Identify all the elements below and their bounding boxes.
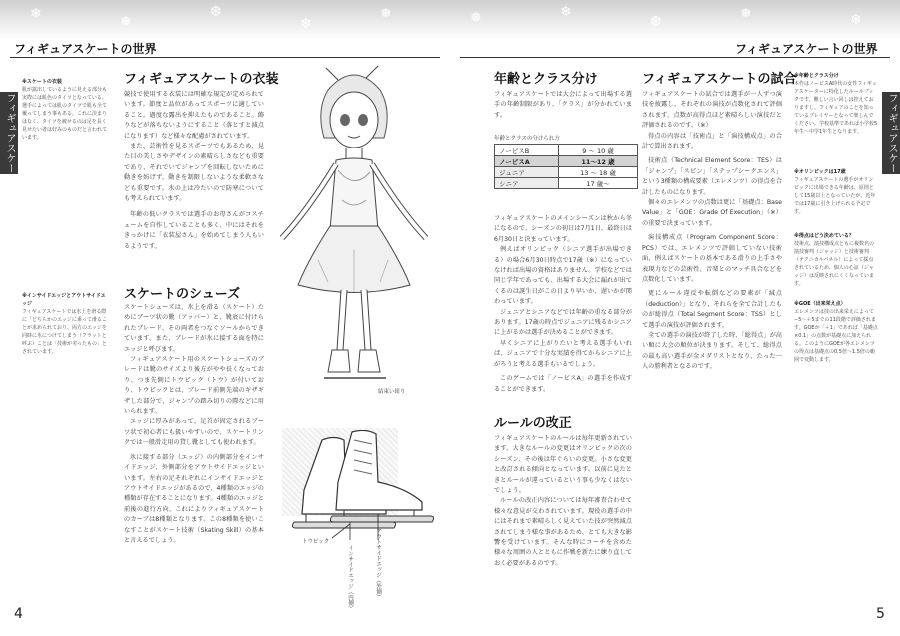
rules-body: フィギュアスケートのルールは毎年更新されています。大きなルールの変更はオリンピックの次のシーズン、その後は年ぐらいの変更。小さな変更と改訂される傾向となっています。以前に見たときとルールが違っているという事も少なくはないでしょう。 ルールの改正内容については毎年審査合わせて様々な意見が交わされています。現役の選手の中にはそれまで素晴らしく見えていた技が突然減点されてしまう様な事があるため、とても大きな影響を受けています。そんな時にコーチを含めた様々な周囲の人とともに作戦を新たに練り直しておく必要があるのです。 (494, 435, 632, 567)
skater-illustration (268, 60, 440, 390)
age-class-heading: 年齢とクラス分け (494, 72, 598, 87)
note-costume: ※スケートの衣装 肌が露出しているように見える部分も実際には肌色のタイツとなっている。選手によっては肌のタイツで肌も全て覆ってしまう事もある。これに決まりはなく、タイツを被せるのは足を長く見せたい者は好みのものだと言われています。 (22, 79, 108, 141)
running-header (0, 40, 450, 60)
lace-label: 結束い紐り (378, 389, 406, 395)
running-title: フィギュアスケートの世界 (14, 42, 157, 56)
match-heading: フィギュアスケートの試合 (642, 72, 797, 87)
costume-body: 競技で使用する衣装には明確な規定が定められています。節度と品位があってスポーツに適していること。過度な露出を抑えたものであること。飾りなどが落ちないようにすること（落とすと減点になります）など様々な配慮がされています。 また、芸術性を見るスポーツでもあるため、見た目の美しさやデザインの素晴らしさなども重要であり、それでいてジャンプを回転しないために動きを妨げず、動きを制限しないような柔軟さなども重要です。氷の上は冷たいので防寒についても考えられています。 年齢の低いクラスでは選手のお母さんがコスチュームを自作していることも多く、中にはそれをきっかけに「衣装屋さん」を始めてしまう人もいるようです。 (124, 91, 264, 250)
edge-pointer-lines (330, 520, 400, 542)
note-olympics-age: ※オリンピックは17歳 フィギュアスケートの選手がオリンピックに出場できる年齢は、原則として15歳以上となっていたが、近年では17歳に引き上げられる予定です。 (794, 169, 876, 215)
snowflake-banner: ❄ ❅ ❆ ❄ ❅ (0, 0, 450, 40)
right-page (450, 0, 900, 636)
class-row-senior: シニア 17 歳〜 (495, 178, 638, 189)
note-goe: ※GOE（出来栄え点） エレメンツは技の出来栄えによって−5〜＋5までの11段階で評価されます。GOEが「＋1」であれば「基礎点×0.1」の点数が基礎点に加えられる。このようにGOEが各エレメンツの得点は基礎点の0.5倍〜1.5倍の範囲で変動します。 (794, 301, 878, 363)
page-number-right: 5 (876, 606, 885, 622)
age-class-body: フィギュアスケートのメインシーズンは秋から冬になるので、シーズンの初日は7月1日、最終日は6月30日と決まっています。 例えばオリンピック（シニア選手が出場できる）の場合6月30日時点で17歳（※）になっていなければ出場の資格はありません。学校などでは同じ学年であっても、出場する大会に漏れが出てくるのは誕生日がこの日より早いか、遅いかが関わっています。 ジュニアとシニアなどでは年齢の重なる部分があります。17歳の時点でジュニアに残るかシニアに上がるかは選手が決めることができます。 早くシニアに上がりたいと考える選手もいれば、ジュニアで十分な実績を得てからシニアに上がろうと考える選手もいるでしょう。 このゲームでは「ノービスA」の選手を作成することができます。 (494, 215, 632, 393)
age-class-intro: フィギュアスケートでは大会によって出場する選手の年齢制限があり、「クラス」が分かれています。 (494, 91, 632, 119)
note-age-class: ※年齢とクラス分け 本作はノービスA時代の女性フィギュアスケーターに特化したルールブックです。難しい言い回しは控えておりますし、フィギュアのことを知っているプレイヤーとなって楽しんでください。学校基準であれば小学校5年生〜中学1年生となります。 (794, 73, 878, 135)
costume-heading: フィギュアスケートの衣装 (124, 72, 279, 87)
inside-edge-label: インサイドエッジ（内側） (347, 545, 353, 611)
side-tab: フィギュアスケー (0, 92, 18, 174)
match-body: フィギュアスケートの試合では選手が一人ずつ演技を披露し、それぞれの演技が点数化されて評価されます。点数が高得点ほど素晴らしい演技だと評価されるのです。（※） 得点の内容は「技術点」と「演技構成点」の合計で算出されます。 技術点（Technical Element Score：TES）は「ジャンプ」「スピン」「ステップシークエンス」という3種類の構成要素（エレメンツ）の得点を合計したものになります。 個々のエレメンツの点数は更に「基礎点：Base Value」と「GOE：Grade Of Execution」（※）の重要で決まっています。 演技構成点（Program Component Score：PCS）では、エレメンツで評価していない技術面、例えばスケートの基本である滑りの上手さや表現力などの芸術性、音楽とのマッチ具合などを点数化しています。 更にルール違反や転倒などの要素が「減点（deduction）」となり、それらを全て合計したものが総得点（Total Segment Score：TSS）として選手の演技が評価されます。 全ての選手の演技が終了した時、「総得点」が高い順に大会の順位が決まります。そして、総得点の最も高い選手が金メダリストとなり、たった一人の勝利者となるのです。 (642, 91, 782, 371)
shoes-heading: スケートのシューズ (124, 287, 241, 302)
toe-pick-label: トウピック (302, 539, 330, 545)
page-number-left: 4 (14, 606, 23, 622)
class-row-novice-a: ノービスA 11〜12 歳 (495, 156, 638, 167)
class-row-novice-b: ノービスB 9 〜 10 歳 (495, 145, 638, 156)
header-rule (10, 57, 440, 58)
outside-edge-label: アウトサイドエッジ（外側） (375, 528, 381, 600)
class-table-caption: 年齢とクラスの分けられ方 (494, 136, 560, 142)
header-rule-right (460, 57, 890, 58)
rules-heading: ルールの改正 (494, 416, 572, 431)
running-title-right: フィギュアスケートの世界 (735, 42, 878, 56)
shoes-body: スケートシューズは、氷上を滑る（スケート）ためにブーツ状の靴（アッパー）と、靴底に付けられたブレード、その両者をつなぐソールからできています。また、ブレードが氷に接する面を特にエッジと呼びます。 フィギュアスケート用のスケートシューズのブレードは靴のサイズより後方がやや長くなっており、つま先側にトウピック（トウ）が付いており、トウピックとは、ブレード前側先端のギザギザした部分で、ジャンプの踏み切りの際などに用いられます。 エッジに厚みがあって、足首が固定されるブーツ状で初心者にも扱いやすいので、スケートリンクでは一般滑走用の貸し靴としても使われます。 氷に接する部分（エッジ）の内側部分をインサイドエッジ、外側部分をアウトサイドエッジといいます。左右の足それぞれにインサイドエッジとアウトサイドエッジがあるので、4種類のエッジの種類が存在することになります。4種類のエッジと前後の進行方向、これによりフィギュアスケートのカーブは8種類となります。この8種類を使いこなすことがスケート技術（Skating Skill）の基本と言えるでしょう。 (124, 304, 264, 544)
note-edges: ※インサイドエッジとアウトサイドエッジ フィギュアスケートでは氷上を滑る際に「どちらかのエッジに乗って滑ることが求められており、両方のエッジを同時に氷につけてしまう（フラットと呼ぶ）ことは「技術が劣ったもの」とされています。 (22, 293, 108, 355)
note-scoring: ※得点はどう決めている？ 技術点、演技構成点ともに複数名の演技審判（ジャッジ）と技術審判（テクニカルパネル）によって採点されているため、個人の心証（ジャッジ）は反映されにくくなっています。 (794, 233, 875, 287)
snowflake-banner-right: ❅ ❄ ❆ ❅ ❄ (450, 0, 900, 40)
running-header-right (450, 40, 900, 60)
age-class-table (494, 144, 638, 189)
class-row-junior: ジュニア 13 〜 18 歳 (495, 167, 638, 178)
side-tab-right: フィギュアスケート (882, 92, 900, 174)
